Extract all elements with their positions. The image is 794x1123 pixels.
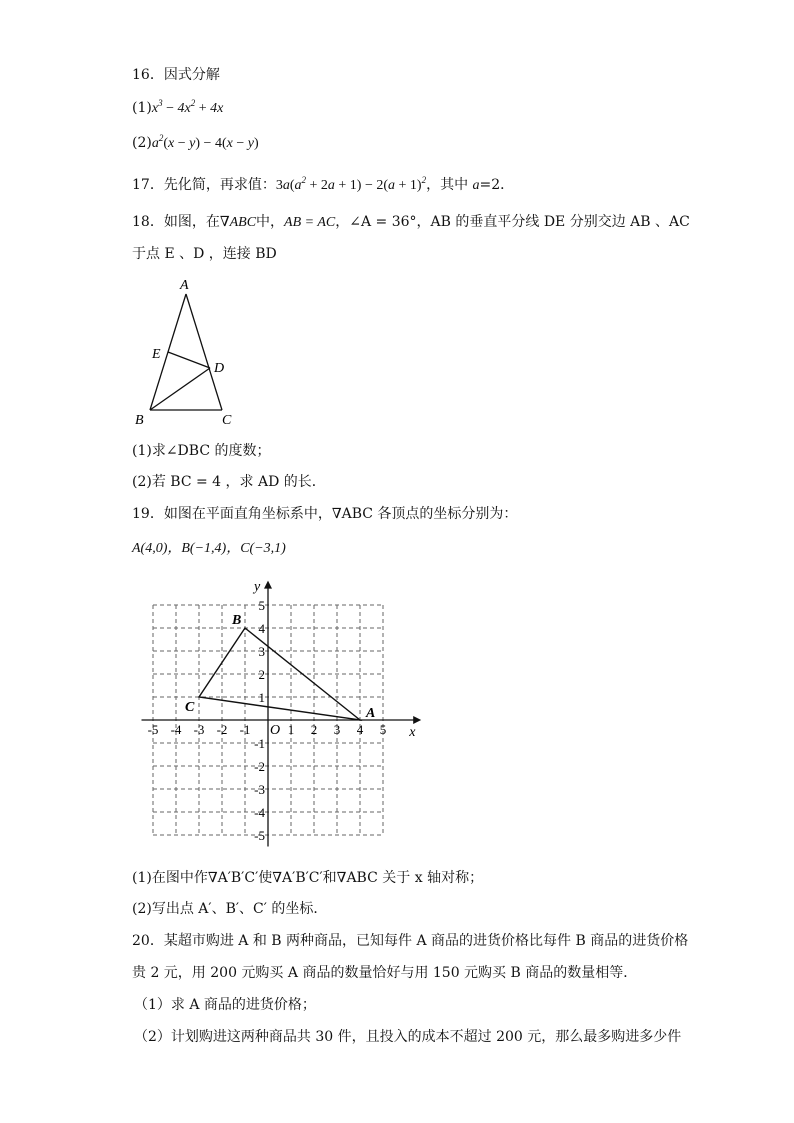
x-axis-label: x bbox=[409, 725, 416, 740]
x-tick-label: -3 bbox=[193, 722, 205, 737]
q20-line1: 20．某超市购进 A 和 B 两种商品，已知每件 A 商品的进货价格比每件 B 商品的进货价格 bbox=[132, 933, 689, 949]
q17-suffix: ，其中 bbox=[426, 177, 473, 193]
y-tick-label: -5 bbox=[254, 828, 265, 843]
q18-line1-c: ，AB 的垂直平分线 DE 分别交边 AB 、AC bbox=[416, 214, 690, 230]
x-tick-label: 2 bbox=[310, 722, 318, 737]
q16-title: 16．因式分解 bbox=[132, 67, 220, 83]
y-tick-label: -1 bbox=[254, 736, 265, 751]
x-tick-label: -5 bbox=[147, 722, 159, 737]
q18-cond: AB = AC bbox=[284, 215, 336, 230]
q18-line2: 于点 E 、D ，连接 BD bbox=[132, 246, 277, 262]
q20-sub2: （2）计划购进这两种商品共 30 件，且投入的成本不超过 200 元，那么最多购进多少件 bbox=[134, 1029, 682, 1045]
q18-angle: ，∠A = 36° bbox=[335, 214, 417, 230]
q16-part2 bbox=[132, 134, 259, 153]
q19-line1: 19．如图在平面直角坐标系中，∇ABC 各顶点的坐标分别为： bbox=[132, 506, 518, 522]
vertex-label-a: A bbox=[366, 706, 376, 721]
q19-sub1: (1)在图中作∇A′B′C′使∇A′B′C′和∇ABC 关于 x 轴对称； bbox=[132, 870, 484, 886]
q16-part2-expr: $a^2(x - y) - 4(x - y)$ bbox=[151, 133, 259, 151]
y-tick-label: 1 bbox=[258, 690, 265, 705]
origin-label: O bbox=[270, 723, 281, 738]
x-tick-label: -2 bbox=[216, 722, 228, 737]
q17 bbox=[132, 176, 514, 195]
label-c: C bbox=[222, 413, 232, 428]
q16-part1-label: (1) bbox=[132, 100, 152, 116]
x-tick-label: -1 bbox=[239, 722, 251, 737]
q19-sub2: (2)写出点 A′、B′、C′ 的坐标． bbox=[132, 901, 328, 917]
q16-part2-label: (2) bbox=[132, 135, 152, 151]
q17-prefix: 17．先化简，再求值： bbox=[132, 177, 276, 193]
q19-coords: A(4,0)，B(−1,4)，C(−3,1) bbox=[132, 541, 286, 556]
q18-sub2: (2)若 BC = 4 ，求 AD 的长． bbox=[132, 474, 326, 490]
q18-sub1: (1)求∠DBC 的度数； bbox=[132, 443, 271, 459]
x-tick-label: 4 bbox=[356, 722, 364, 737]
label-b: B bbox=[135, 413, 144, 428]
label-e: E bbox=[152, 347, 161, 362]
x-tick-label: 5 bbox=[379, 722, 387, 737]
vertex-label-b: B bbox=[232, 613, 242, 628]
y-tick-label: -2 bbox=[254, 759, 265, 774]
q19-coordinate-graph bbox=[130, 574, 430, 856]
y-tick-label: -4 bbox=[254, 805, 265, 820]
axes bbox=[142, 581, 422, 847]
y-axis-label: y bbox=[254, 579, 261, 595]
q17-expr: $3a(a^2 + 2a + 1) - 2(a + 1)^2$ bbox=[275, 175, 427, 193]
q17-var: a bbox=[472, 178, 480, 193]
q18-line1 bbox=[132, 213, 690, 232]
vertex-label-c: C bbox=[185, 700, 195, 715]
x-tick-label: -4 bbox=[170, 722, 182, 737]
q18-tri: ∇ABC bbox=[219, 215, 257, 230]
side-ac bbox=[186, 294, 225, 410]
q18-line1-a: 18．如图，在 bbox=[132, 214, 220, 230]
x-axis-arrow bbox=[413, 716, 421, 724]
y-tick-label: 2 bbox=[258, 667, 265, 682]
y-tick-label: 5 bbox=[258, 598, 265, 613]
y-tick-label: 4 bbox=[258, 621, 265, 636]
segment-bd bbox=[150, 368, 210, 410]
q18-line1-b: 中， bbox=[256, 214, 285, 230]
y-tick-label: 3 bbox=[258, 644, 265, 659]
label-a: A bbox=[180, 278, 189, 293]
q16-part1-expr: $x^3 - 4x^2 + 4x$ bbox=[151, 98, 224, 116]
q20-sub1: （1）求 A 商品的进货价格； bbox=[134, 997, 316, 1013]
triangle-abc bbox=[185, 613, 375, 721]
q18-triangle-figure bbox=[130, 272, 240, 432]
q17-value: =2． bbox=[479, 177, 515, 193]
label-d: D bbox=[214, 361, 225, 376]
x-tick-label: 3 bbox=[333, 722, 341, 737]
y-axis-arrow bbox=[264, 581, 272, 589]
segment-ed bbox=[168, 352, 210, 368]
q16-part1 bbox=[132, 99, 223, 118]
q20-line2: 贵 2 元，用 200 元购买 A 商品的数量恰好与用 150 元购买 B 商品的数量相等． bbox=[132, 965, 638, 981]
y-tick-label: -3 bbox=[254, 782, 265, 797]
x-tick-label: 1 bbox=[287, 722, 295, 737]
